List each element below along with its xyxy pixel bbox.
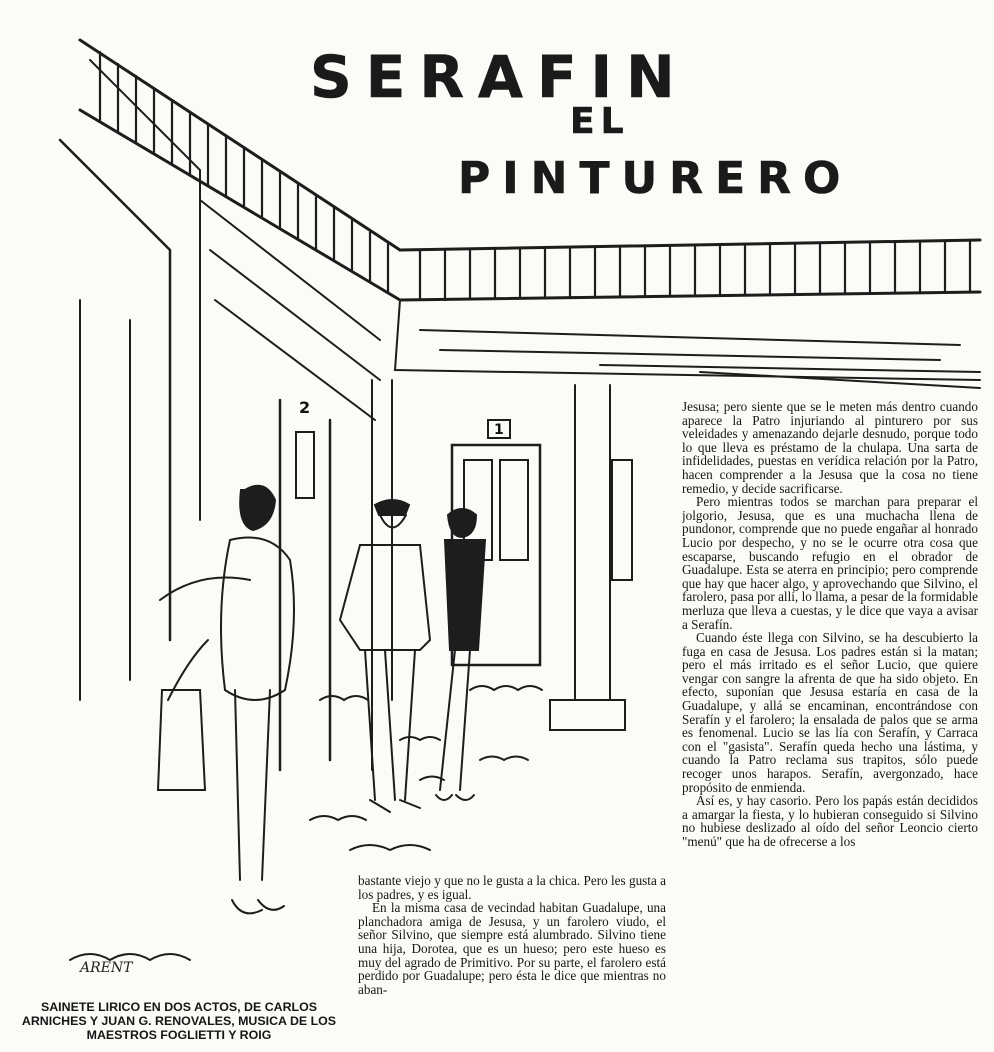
paragraph: Así es, y hay casorio. Pero los papás están decididos a amargar la fiesta, y lo hubieran conseguido si Silvino no hubiese deslizado al oído del señor Leoncio cierto "menú" que ha de ofrecerse a los bbox=[682, 793, 978, 849]
door-number-2: 2 bbox=[299, 398, 311, 417]
paragraph: Cuando éste llega con Silvino, se ha descubierto la fuga en casa de Jesusa. Los padres están si la matan; pero el más irritado es el señor Lucio, que quiere vengar con sangre la afrenta de que ha sido objeto. En efecto, suponían que Jesusa estaría en casa de la Guadalupe, y allá se encaminan, encontrándose con Serafín y el farolero; la ensalada de palos que se arma es fenomenal. Lucio se las lía con Serafín, y Carraca con el "gasista". Serafín queda hecho una lástima, y cuando la Patro reclama sus trapitos, sólo puede recoger unos harapos. Serafín, avergonzado, hace propósito de enmienda. bbox=[682, 630, 978, 795]
paragraph: bastante viejo y que no le gusta a la chica. Pero les gusta a los padres, y es igual. bbox=[358, 874, 666, 902]
paragraph: Jesusa; pero siente que se le meten más dentro cuando aparece la Patro injuriando al pinturero por sus veleidades y amenazando dejarle desnudo, porque todo lo que lleva es préstamo de la chulapa. Una sarta de infidelidades, puestas en verídica relación por la Patro, hacen comprender a la Jesusa que la cosa no tiene remedio, y decide sacrificarse. bbox=[682, 400, 978, 496]
article-column-right bbox=[682, 400, 978, 1052]
paragraph: Pero mientras todos se marchan para preparar el jolgorio, Jesusa, que es una muchacha llena de pundonor, comprende que no puede engañar al honrado Lucio por despecho, y no se le ocurre otra cosa que escaparse, buscando refugio en el obrador de Guadalupe. Esta se aterra en principio; pero comprende que hay que hacer algo, y aprovechando que Silvino, el farolero, pasa por allí, lo llama, a pesar de la formidable merluza que lleva a cuestas, y le dice que vaya a avisar a Serafín. bbox=[682, 494, 978, 632]
artist-signature: ARENT bbox=[80, 960, 133, 976]
credits-caption: SAINETE LIRICO EN DOS ACTOS, DE CARLOS ARNICHES Y JUAN G. RENOVALES, MUSICA DE LOS MAESTROS FOGLIETTI Y ROIG bbox=[21, 1000, 337, 1042]
title-line-3: PINTURERO bbox=[458, 153, 853, 204]
title-line-2: EL bbox=[570, 101, 630, 142]
door-number-1: 1 bbox=[494, 422, 504, 438]
paragraph: En la misma casa de vecindad habitan Guadalupe, una planchadora amiga de Jesusa, y un farolero viudo, el señor Silvino, que siempre está alumbrado. Silvino tiene una hija, Dorotea, que es un hueso; pero este hueso es muy del agrado de Primitivo. Por su parte, el farolero está perdido por Guadalupe; pero ésta le dice que mientras no aban- bbox=[358, 900, 666, 997]
article-column-middle bbox=[358, 874, 666, 1052]
title-line-1: SERAFIN bbox=[310, 43, 689, 111]
